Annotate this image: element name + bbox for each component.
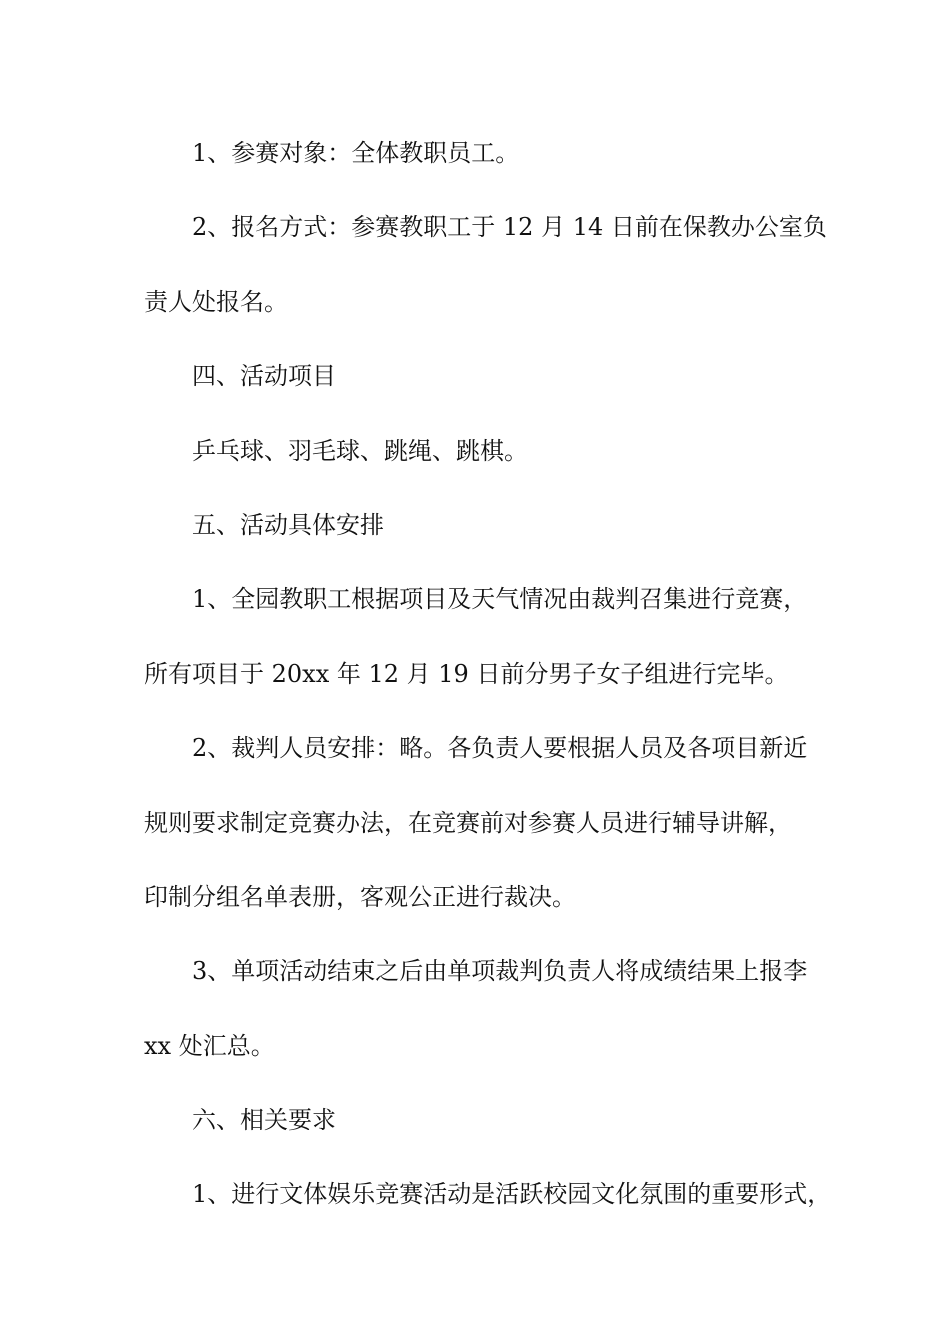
paragraph-line-requirements-1: 1、进行文体娱乐竞赛活动是活跃校园文化氛围的重要形式， [192,1180,832,1209]
paragraph-line-arrangement-2: 2、裁判人员安排：略。各负责人要根据人员及各项目新近 [192,734,808,763]
section-heading-requirements: 六、相关要求 [192,1106,336,1135]
paragraph-line-registration: 2、报名方式：参赛教职工于 12 月 14 日前在保教办公室负 [192,213,827,242]
paragraph-line-arrangement-2-cont: 规则要求制定竞赛办法，在竞赛前对参赛人员进行辅导讲解， [144,808,792,837]
paragraph-line-arrangement-1-cont: 所有项目于 20xx 年 12 月 19 日前分男子女子组进行完毕。 [144,659,789,688]
paragraph-line-arrangement-3-cont: xx 处汇总。 [144,1031,275,1060]
section-heading-activities: 四、活动项目 [192,362,336,391]
paragraph-line-registration-cont: 责人处报名。 [144,287,288,316]
section-heading-arrangement: 五、活动具体安排 [192,510,384,539]
paragraph-line-activity-list: 乒乓球、羽毛球、跳绳、跳棋。 [192,436,528,465]
paragraph-line-arrangement-1: 1、全园教职工根据项目及天气情况由裁判召集进行竞赛， [192,585,808,614]
document-body [144,130,834,1246]
paragraph-line-arrangement-2-cont2: 印制分组名单表册，客观公正进行裁决。 [144,882,576,911]
paragraph-line-arrangement-3: 3、单项活动结束之后由单项裁判负责人将成绩结果上报李 [192,957,808,986]
paragraph-line-participants: 1、参赛对象：全体教职员工。 [192,139,520,167]
